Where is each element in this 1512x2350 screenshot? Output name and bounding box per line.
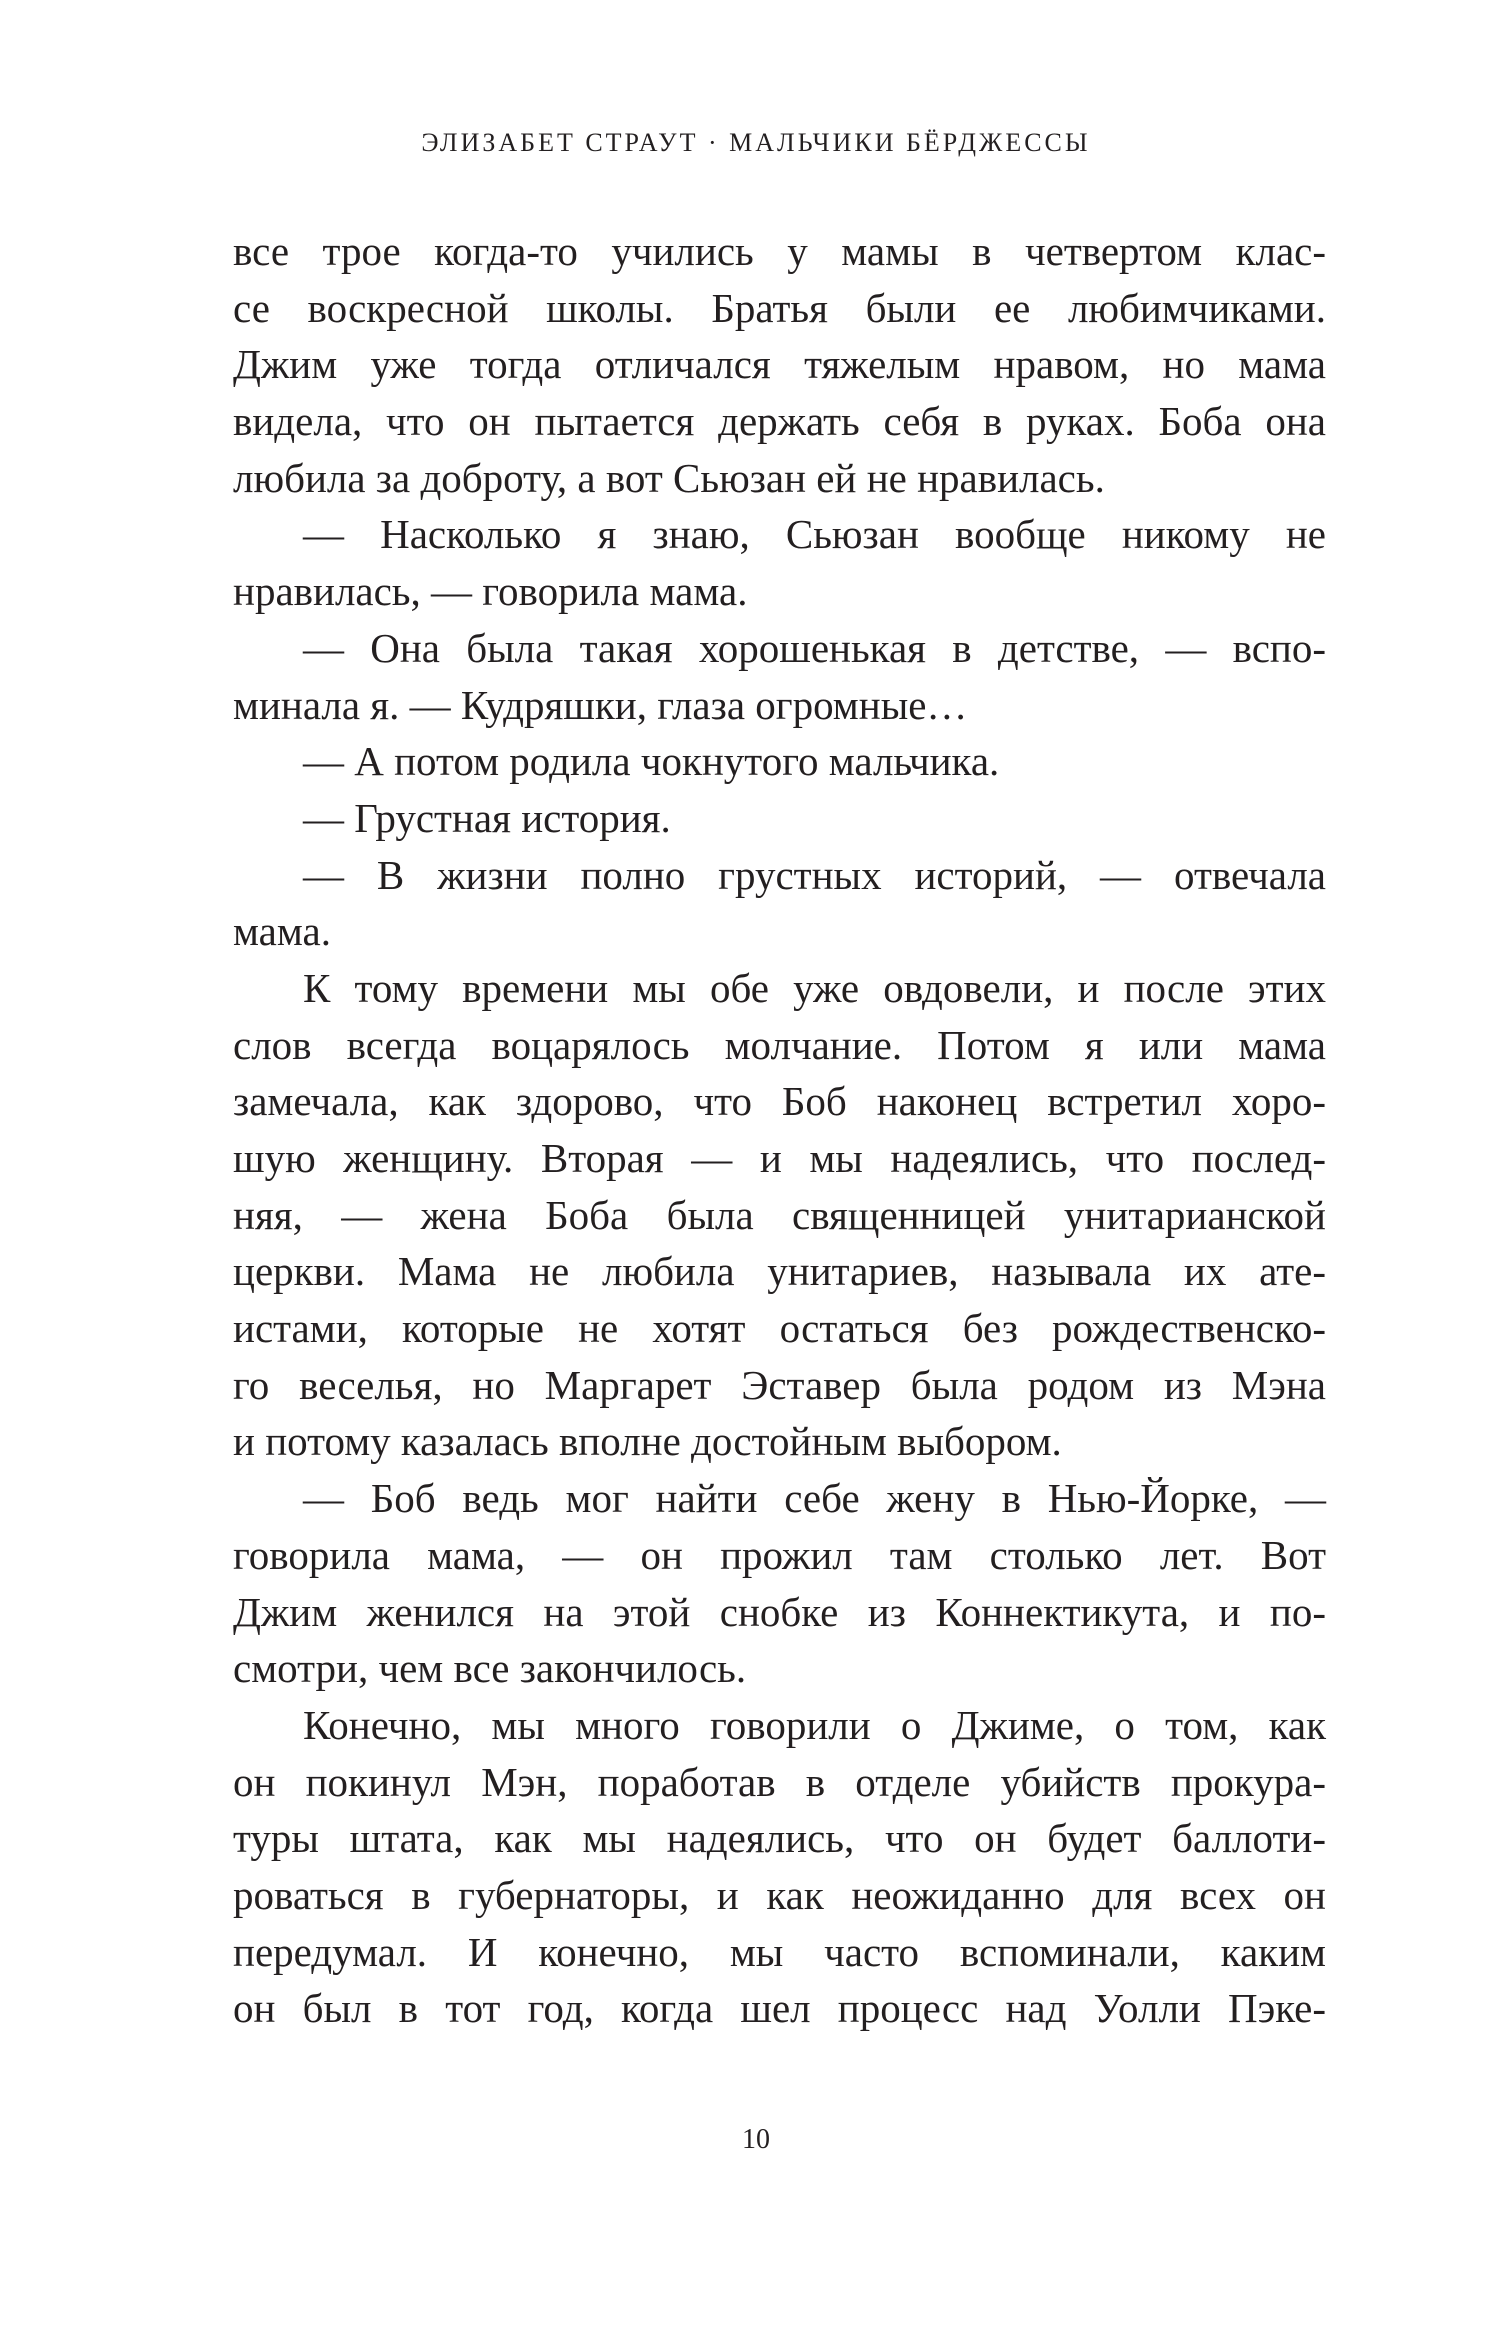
- text-line: Джим уже тогда отличался тяжелым нравом, но мама: [233, 341, 1326, 388]
- text-line: он покинул Мэн, поработав в отделе убийств прокура-: [233, 1758, 1326, 1805]
- text-line: Джим женился на этой снобке из Коннектикута, и по-: [233, 1588, 1326, 1635]
- text-line: говорила мама, — он прожил там столько лет. Вот: [233, 1531, 1326, 1578]
- text-line: — Грустная история.: [303, 794, 671, 841]
- text-line: замечала, как здорово, что Боб наконец встретил хоро-: [233, 1078, 1326, 1125]
- text-line: К тому времени мы обе уже овдовели, и после этих: [303, 964, 1326, 1011]
- text-line: слов всегда воцарялось молчание. Потом я или мама: [233, 1021, 1326, 1068]
- text-line: — Боб ведь мог найти себе жену в Нью-Йорке, —: [303, 1475, 1326, 1522]
- text-line: и потому казалась вполне достойным выбором.: [233, 1418, 1062, 1465]
- text-line: церкви. Мама не любила унитариев, называла их ате-: [233, 1248, 1326, 1295]
- text-line: видела, что он пытается держать себя в руках. Боба она: [233, 398, 1326, 445]
- text-line: минала я. — Кудряшки, глаза огромные…: [233, 681, 968, 728]
- text-line: передумал. И конечно, мы часто вспоминали, каким: [233, 1928, 1326, 1975]
- running-head: ЭЛИЗАБЕТ СТРАУТ · МАЛЬЧИКИ БЁРДЖЕССЫ: [421, 128, 1091, 157]
- text-line: мама.: [233, 908, 331, 955]
- text-line: истами, которые не хотят остаться без рождественско-: [233, 1305, 1326, 1352]
- text-line: нравилась, — говорила мама.: [233, 568, 748, 615]
- text-line: шую женщину. Вторая — и мы надеялись, что послед-: [233, 1135, 1326, 1181]
- text-line: Конечно, мы много говорили о Джиме, о том, как: [303, 1701, 1326, 1748]
- text-line: туры штата, как мы надеялись, что он будет баллоти-: [233, 1815, 1326, 1862]
- text-line: роваться в губернаторы, и как неожиданно для всех он: [233, 1871, 1326, 1918]
- page-number: 10: [742, 2124, 770, 2155]
- text-line: — В жизни полно грустных историй, — отвечала: [303, 851, 1326, 898]
- text-line: — Она была такая хорошенькая в детстве, — вспо-: [303, 624, 1326, 671]
- body-text: [233, 223, 1326, 2037]
- text-line: — Насколько я знаю, Сьюзан вообще никому не: [303, 511, 1326, 558]
- text-line: все трое когда-то учились у мамы в четвертом клас-: [233, 228, 1326, 274]
- text-line: — А потом родила чокнутого мальчика.: [303, 738, 1000, 785]
- text-line: се воскресной школы. Братья были ее любимчиками.: [233, 284, 1326, 331]
- text-line: няя, — жена Боба была священницей унитарианской: [233, 1191, 1326, 1238]
- text-line: смотри, чем все закончилось.: [233, 1645, 747, 1692]
- text-line: любила за доброту, а вот Сьюзан ей не нравилась.: [233, 454, 1105, 501]
- text-line: го веселья, но Маргарет Эставер была родом из Мэна: [233, 1361, 1326, 1408]
- text-line: он был в тот год, когда шел процесс над Уолли Пэке-: [233, 1985, 1326, 2032]
